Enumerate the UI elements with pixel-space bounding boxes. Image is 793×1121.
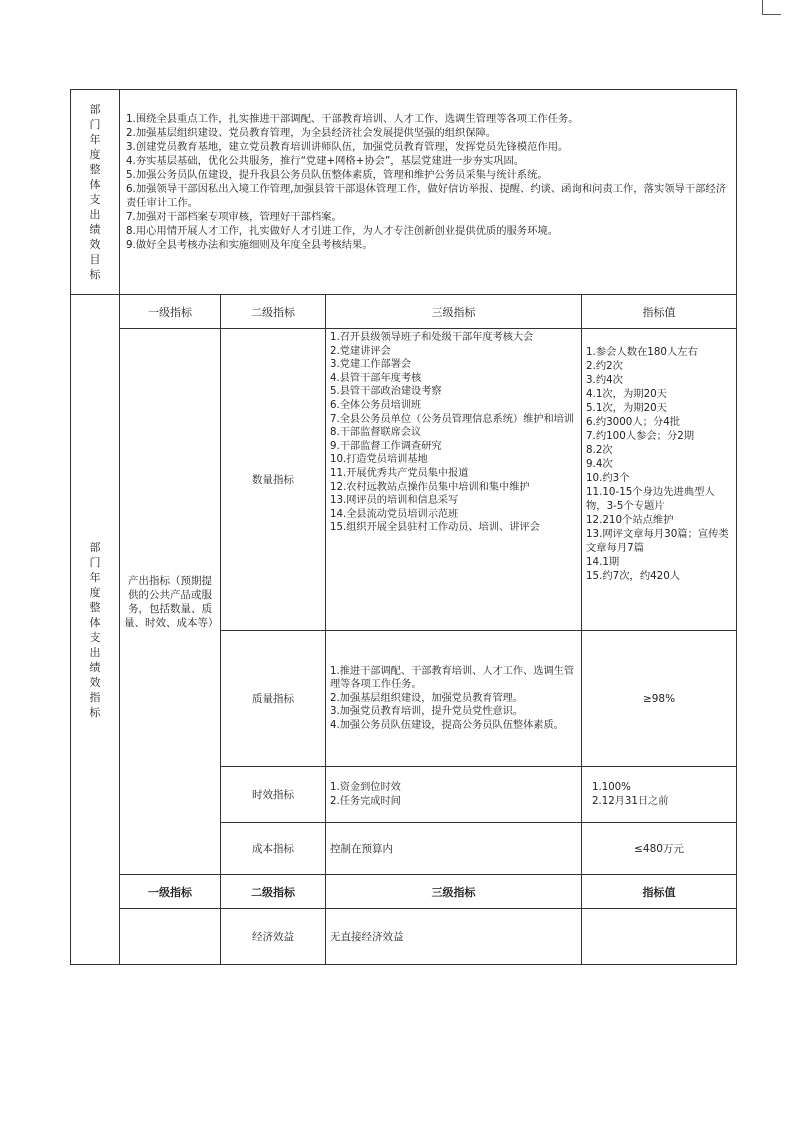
quantity-item: 13.网评员的培训和信息采写	[330, 495, 459, 507]
goals-content	[120, 90, 737, 295]
goals-label-text: 部门年度整体支出绩效目标	[89, 103, 101, 281]
goal-item: 2.加强基层组织建设、党员教育管理，为全县经济社会发展提供坚强的组织保障。	[126, 127, 497, 139]
header2-value: 指标值	[582, 875, 737, 909]
goal-item: 6.加强领导干部因私出入境工作管理,加强县管干部退休管理工作，做好信访举报、提醒、约谈、函询和问责工作，落实领导干部经济责任审计工作。	[126, 183, 727, 209]
quantity-value: 14.1期	[586, 556, 620, 568]
quantity-item: 9.干部监督工作调查研究	[330, 440, 442, 452]
quantity-item: 2.党建讲评会	[330, 345, 391, 357]
timeliness-values	[582, 767, 737, 823]
timeliness-value: 2.12月31日之前	[592, 795, 669, 807]
timeliness-value: 1.100%	[592, 781, 631, 793]
header-level3: 三级指标	[326, 295, 582, 329]
quantity-item: 10.打造党员培训基地	[330, 454, 428, 466]
goal-item: 1.围绕全县重点工作，扎实推进干部调配、干部教育培训、人才工作、选调生管理等各项工作任务。	[126, 113, 579, 125]
indicators-header-row	[71, 295, 737, 329]
header-value: 指标值	[582, 295, 737, 329]
corner-mark	[762, 0, 781, 15]
quantity-value: 13.网评文章每月30篇；宣传类文章每月7篇	[586, 528, 729, 554]
economic-benefit-item: 无直接经济效益	[326, 909, 582, 965]
quality-item: 2.加强基层组织建设，加强党员教育管理。	[330, 692, 524, 704]
quantity-label: 数量指标	[221, 329, 326, 631]
quantity-item: 8.干部监督联席会议	[330, 427, 422, 439]
quality-item: 3.加强党员教育培训，提升党员党性意识。	[330, 706, 524, 718]
quality-items	[326, 631, 582, 767]
goal-item: 5.加强公务员队伍建设，提升我县公务员队伍整体素质，管理和维护公务员采集与统计系统。	[126, 169, 548, 181]
indicators-label-text: 部门年度整体支出绩效指标	[89, 540, 101, 719]
economic-benefit-row	[71, 909, 737, 965]
quantity-value: 12.210个站点维护	[586, 514, 674, 526]
quantity-value: 3.约4次	[586, 374, 623, 386]
quantity-item: 4.县管干部年度考核	[330, 372, 422, 384]
quantity-item: 15.组织开展全县驻村工作动员、培训、讲评会	[330, 522, 540, 534]
quantity-value: 9.4次	[586, 458, 613, 470]
quantity-value: 5.1次，为期20天	[586, 402, 667, 414]
goal-item: 8.用心用情开展人才工作，扎实做好人才引进工作，为人才专注创新创业提供优质的服务环境。	[126, 225, 558, 237]
performance-table	[70, 89, 737, 965]
quantity-item: 12.农村远教站点操作员集中培训和集中维护	[330, 481, 530, 493]
quantity-value: 6.约3000人；分4批	[586, 416, 681, 428]
header-level1: 一级指标	[120, 295, 221, 329]
goals-row	[71, 90, 737, 295]
quantity-value: 15.约7次，约420人	[586, 570, 681, 582]
quantity-item: 5.县管干部政治建设考察	[330, 386, 442, 398]
timeliness-item: 1.资金到位时效	[330, 781, 401, 793]
quantity-item: 6.全体公务员培训班	[330, 399, 422, 411]
goal-item: 9.做好全县考核办法和实施细则及年度全县考核结果。	[126, 239, 373, 251]
cost-item: 控制在预算内	[326, 823, 582, 875]
quantity-items	[326, 329, 582, 631]
quality-value: ≥98%	[582, 631, 737, 767]
performance-table-page	[70, 89, 736, 965]
quantity-value: 4.1次，为期20天	[586, 388, 667, 400]
cost-value: ≤480万元	[582, 823, 737, 875]
quantity-value: 11.10-15个身边先进典型人物，3-5个专题片	[586, 486, 715, 512]
quality-item: 4.加强公务员队伍建设，提高公务员队伍整体素质。	[330, 719, 564, 731]
goals-row-label	[71, 90, 120, 295]
timeliness-item: 2.任务完成时间	[330, 795, 401, 807]
header2-level2: 二级指标	[221, 875, 326, 909]
goal-item: 3.创建党员教育基地，建立党员教育培训讲师队伍，加强党员教育管理，发挥党员先锋模范作用。	[126, 141, 569, 153]
quantity-row	[71, 329, 737, 631]
quantity-item: 1.召开县级领导班子和处级干部年度考核大会	[330, 332, 534, 343]
goal-item: 4.夯实基层基础，优化公共服务，推行“党建+网格+协会”，基层党建进一步夯实巩固。	[126, 155, 525, 167]
quantity-item: 7.全县公务员单位（公务员管理信息系统）维护和培训	[330, 413, 575, 425]
quantity-value: 10.约3个	[586, 472, 630, 484]
quality-label: 质量指标	[221, 631, 326, 767]
header2-level3: 三级指标	[326, 875, 582, 909]
economic-benefit-label: 经济效益	[221, 909, 326, 965]
indicators-row-label	[71, 295, 120, 965]
quantity-item: 11.开展优秀共产党员集中报道	[330, 467, 469, 479]
quantity-value: 8.2次	[586, 444, 613, 456]
header-level2: 二级指标	[221, 295, 326, 329]
output-indicator-cell	[120, 329, 221, 875]
benefit-header-row	[71, 875, 737, 909]
quantity-item: 14.全县流动党员培训示范班	[330, 508, 459, 520]
quantity-value: 7.约100人参会；分2期	[586, 430, 695, 442]
quantity-value: 2.约2次	[586, 360, 623, 372]
goal-item: 7.加强对干部档案专项审核，管理好干部档案。	[126, 211, 342, 223]
timeliness-items	[326, 767, 582, 823]
timeliness-label: 时效指标	[221, 767, 326, 823]
quantity-item: 3.党建工作部署会	[330, 359, 412, 371]
header2-level1: 一级指标	[120, 875, 221, 909]
quantity-value: 1.参会人数在180人左右	[586, 346, 698, 358]
cost-label: 成本指标	[221, 823, 326, 875]
quantity-values	[582, 329, 737, 631]
output-indicator-label: 产出指标（预期提供的公共产品或服务，包括数量、质量、时效、成本等）	[124, 574, 219, 629]
benefit-level1-cell	[120, 909, 221, 965]
economic-benefit-value	[582, 909, 737, 965]
quality-item: 1.推进干部调配、干部教育培训、人才工作、选调生管理等各项工作任务。	[330, 665, 575, 691]
